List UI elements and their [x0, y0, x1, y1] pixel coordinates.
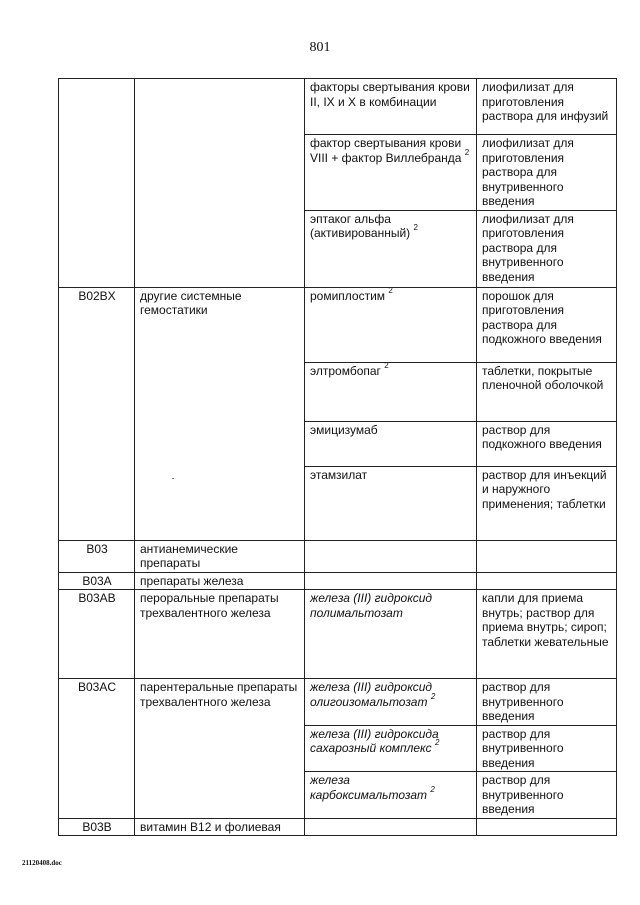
- table-row: [59, 287, 617, 362]
- substance-cell: железа карбоксимальтозат $^2$: [305, 772, 477, 819]
- dosage-form-cell: [477, 572, 617, 590]
- table-row: [59, 540, 617, 572]
- table-row: [59, 818, 617, 836]
- substance-cell: факторы свертывания крови II, IX и X в комбинации: [305, 79, 477, 135]
- table-row: [59, 572, 617, 590]
- dosage-form-cell: таблетки, покрытые пленочной оболочкой: [477, 362, 617, 421]
- group-cell: витамин B12 и фолиевая: [135, 818, 305, 836]
- document-filename: 21120408.doc: [22, 859, 62, 867]
- drug-table: [58, 78, 617, 836]
- atc-code-cell: B03B: [59, 818, 135, 836]
- substance-cell: этамзилат: [305, 466, 477, 540]
- group-cell: другие системные гемостатики: [135, 287, 305, 540]
- substance-cell: [305, 818, 477, 836]
- substance-cell: [305, 572, 477, 590]
- dosage-form-cell: [477, 818, 617, 836]
- dosage-form-cell: раствор для внутривенного введения: [477, 679, 617, 726]
- substance-cell: [305, 540, 477, 572]
- substance-cell: эмицизумаб: [305, 421, 477, 466]
- dosage-form-cell: лиофилизат для приготовления раствора для внутривенного введения: [477, 135, 617, 211]
- table-row: [59, 79, 617, 135]
- table-row: [59, 590, 617, 679]
- atc-code-cell: B03: [59, 540, 135, 572]
- substance-cell: ромиплостим $^2$: [305, 287, 477, 362]
- group-cell: антианемические препараты: [135, 540, 305, 572]
- group-cell: парентеральные препараты трехвалентного железа: [135, 679, 305, 819]
- substance-cell: элтромбопаг $^2$: [305, 362, 477, 421]
- substance-cell: эптаког альфа (активированный) $^2$: [305, 210, 477, 287]
- atc-code-cell: [59, 79, 135, 288]
- group-cell: пероральные препараты трехвалентного железа: [135, 590, 305, 679]
- dosage-form-cell: раствор для инъекций и наружного применения; таблетки: [477, 466, 617, 540]
- dosage-form-cell: лиофилизат для приготовления раствора для инфузий: [477, 79, 617, 135]
- substance-cell: фактор свертывания крови VIII + фактор Виллебранда $^2$: [305, 135, 477, 211]
- atc-code-cell: B03AC: [59, 679, 135, 819]
- substance-cell: железа (III) гидроксид олигоизомальтозат $^2$: [305, 679, 477, 726]
- scan-speck: [172, 478, 174, 479]
- dosage-form-cell: раствор для подкожного введения: [477, 421, 617, 466]
- substance-cell: железа (III) гидроксида сахарозный комплекс $^2$: [305, 725, 477, 772]
- page-number: 801: [309, 40, 331, 55]
- dosage-form-cell: порошок для приготовления раствора для подкожного введения: [477, 287, 617, 362]
- atc-code-cell: B03A: [59, 572, 135, 590]
- substance-cell: железа (III) гидроксид полимальтозат: [305, 590, 477, 679]
- atc-code-cell: B03AB: [59, 590, 135, 679]
- dosage-form-cell: капли для приема внутрь; раствор для приема внутрь; сироп; таблетки жевательные: [477, 590, 617, 679]
- group-cell: препараты железа: [135, 572, 305, 590]
- dosage-form-cell: раствор для внутривенного введения: [477, 772, 617, 819]
- atc-code-cell: B02BX: [59, 287, 135, 540]
- table-row: [59, 679, 617, 726]
- group-cell: [135, 79, 305, 288]
- dosage-form-cell: лиофилизат для приготовления раствора для внутривенного введения: [477, 210, 617, 287]
- dosage-form-cell: [477, 540, 617, 572]
- dosage-form-cell: раствор для внутривенного введения: [477, 725, 617, 772]
